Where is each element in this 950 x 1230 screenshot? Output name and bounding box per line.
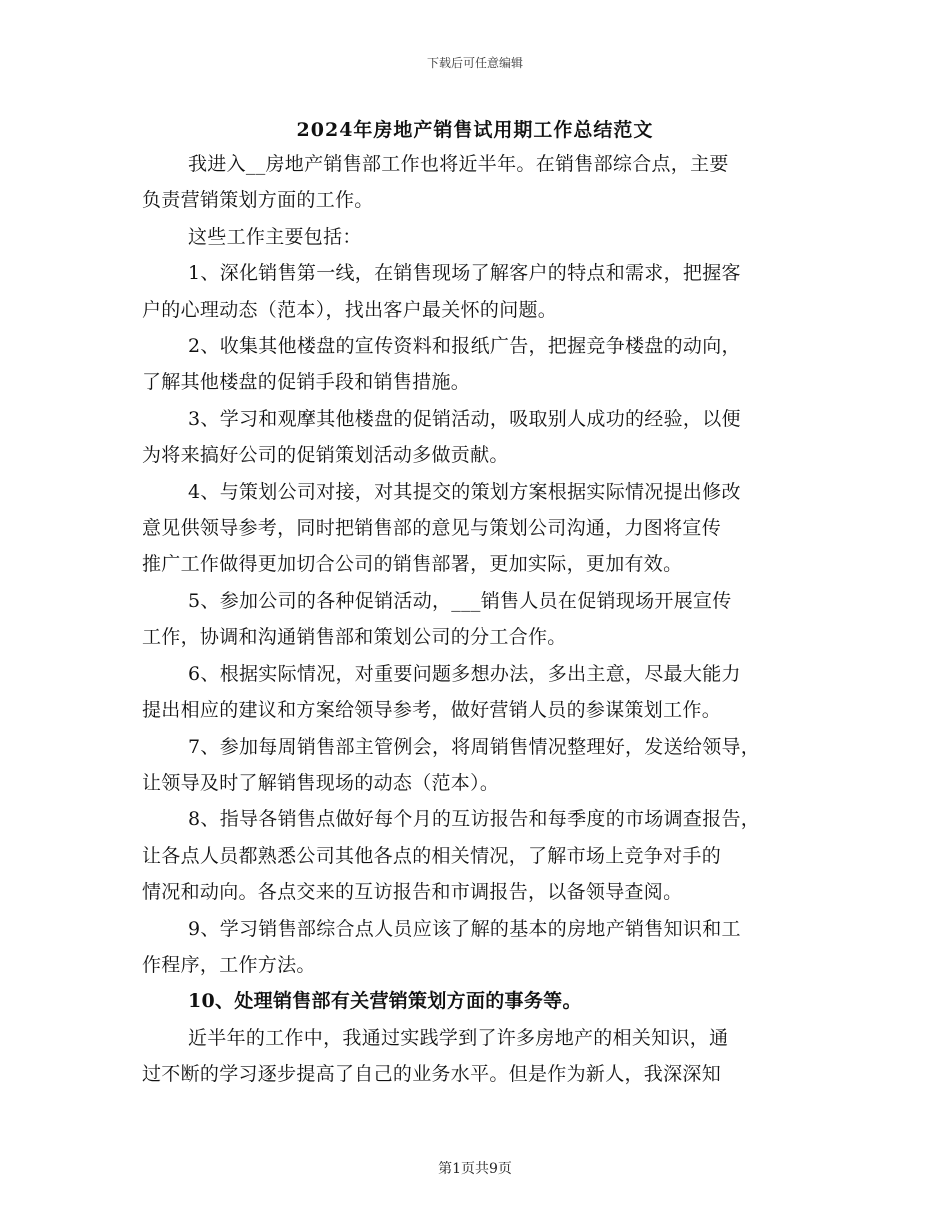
paragraph-line: 情况和动向。各点交来的互访报告和市调报告，以备领导查阅。 [142, 881, 683, 904]
paragraph-line: 8、指导各销售点做好每个月的互访报告和每季度的市场调查报告， [188, 808, 761, 831]
page-number: 第1页共9页 [438, 1161, 512, 1177]
paragraph-line: 10、处理销售部有关营销策划方面的事务等。 [188, 990, 582, 1013]
paragraph-line: 近半年的工作中，我通过实践学到了许多房地产的相关知识，通 [188, 1026, 729, 1049]
paragraph-item-1 [142, 255, 822, 328]
paragraph-line: 为将来搞好公司的促销策划活动多做贡献。 [142, 444, 509, 467]
paragraph-item-6 [142, 656, 822, 729]
paragraph-line: 了解其他楼盘的促销手段和销售措施。 [142, 371, 471, 394]
paragraph-item-8 [142, 801, 822, 910]
paragraph-line: 过不断的学习逐步提高了自己的业务水平。但是作为新人，我深深知 [142, 1063, 722, 1086]
page-header-note: 下载后可任意编辑 [426, 56, 523, 70]
document-title: 2024年房地产销售试用期工作总结范文 [296, 119, 654, 141]
paragraph-line: 9、学习销售部综合点人员应该了解的基本的房地产销售知识和工 [188, 917, 741, 940]
paragraph-item-2 [142, 328, 822, 401]
paragraph-line: 6、根据实际情况，对重要问题多想办法，多出主意，尽最大能力 [188, 662, 741, 685]
paragraph-line: 1、深化销售第一线，在销售现场了解客户的特点和需求，把握客 [188, 262, 741, 285]
paragraph-scope [142, 219, 822, 255]
paragraph-item-5 [142, 583, 822, 656]
paragraph-item-7 [142, 729, 822, 802]
paragraph-item-9 [142, 911, 822, 984]
paragraph-line: 推广工作做得更加切合公司的销售部署，更加实际，更加有效。 [142, 553, 683, 576]
paragraph-intro [142, 146, 822, 219]
paragraph-line: 户的心理动态（范本），找出客户最关怀的问题。 [142, 298, 558, 321]
paragraph-line: 负责营销策划方面的工作。 [142, 189, 374, 212]
paragraph-line: 让领导及时了解销售现场的动态（范本）。 [142, 771, 500, 794]
paragraph-item-3 [142, 401, 822, 474]
document-body [142, 146, 822, 1093]
paragraph-line: 3、学习和观摩其他楼盘的促销活动，吸取别人成功的经验，以便 [188, 407, 741, 430]
paragraph-line: 提出相应的建议和方案给领导参考，做好营销人员的参谋策划工作。 [142, 699, 722, 722]
paragraph-line: 4、与策划公司对接，对其提交的策划方案根据实际情况提出修改 [188, 480, 741, 503]
paragraph-line: 5、参加公司的各种促销活动，___销售人员在促销现场开展宣传 [188, 589, 732, 612]
paragraph-item-4 [142, 474, 822, 583]
paragraph-item-10 [142, 983, 822, 1019]
paragraph-summary [142, 1020, 822, 1093]
paragraph-line: 这些工作主要包括： [188, 225, 362, 248]
paragraph-line: 2、收集其他楼盘的宣传资料和报纸广告，把握竞争楼盘的动向， [188, 335, 741, 358]
paragraph-line: 作程序，工作方法。 [142, 953, 316, 976]
paragraph-line: 意见供领导参考，同时把销售部的意见与策划公司沟通，力图将宣传 [142, 517, 722, 540]
paragraph-line: 让各点人员都熟悉公司其他各点的相关情况，了解市场上竞争对手的 [142, 844, 722, 867]
paragraph-line: 工作，协调和沟通销售部和策划公司的分工合作。 [142, 626, 567, 649]
paragraph-line: 我进入__房地产销售部工作也将近半年。在销售部综合点，主要 [188, 153, 729, 175]
paragraph-line: 7、参加每周销售部主管例会，将周销售情况整理好，发送给领导， [188, 735, 761, 758]
